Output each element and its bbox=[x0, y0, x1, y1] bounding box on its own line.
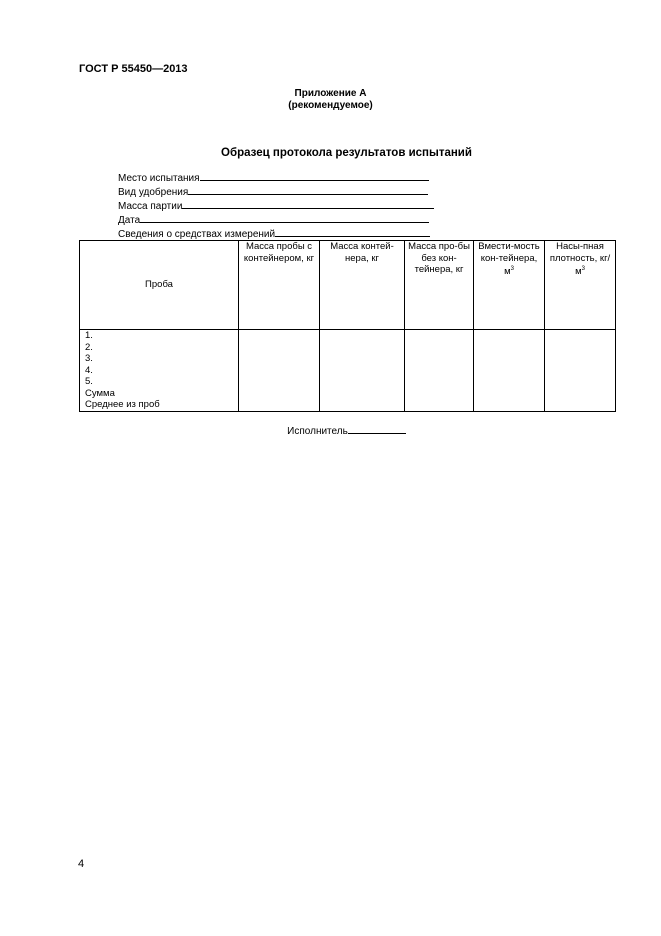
sample-list-cell[interactable] bbox=[80, 330, 239, 412]
fill-line[interactable] bbox=[200, 171, 429, 181]
column-header-sample: Проба bbox=[80, 241, 239, 330]
table-cell[interactable] bbox=[320, 330, 405, 412]
fill-line[interactable] bbox=[182, 199, 434, 209]
field-test-location: Место испытания bbox=[118, 171, 434, 185]
table-cell[interactable] bbox=[405, 330, 474, 412]
table-cell[interactable] bbox=[545, 330, 616, 412]
list-item: 2. bbox=[85, 341, 93, 353]
fill-line[interactable] bbox=[140, 213, 429, 223]
field-measuring-instruments: Сведения о средствах измерений bbox=[118, 227, 434, 241]
list-item: 5. bbox=[85, 376, 93, 387]
table-header-row bbox=[80, 241, 616, 330]
executor-signature: Исполнитель bbox=[0, 424, 661, 437]
field-date: Дата bbox=[118, 213, 434, 227]
table-cell[interactable] bbox=[474, 330, 545, 412]
sum-row-label: Сумма bbox=[85, 387, 115, 399]
table-cell[interactable] bbox=[239, 330, 320, 412]
protocol-fields bbox=[118, 171, 434, 241]
column-header-container-capacity: Вмести-мость кон-тейнера, $м^3$ bbox=[474, 241, 545, 330]
column-header-bulk-density: Насы-пная плотность, $кг/м^3$ bbox=[545, 241, 616, 330]
protocol-table bbox=[79, 240, 616, 412]
list-item: 1. bbox=[85, 330, 93, 341]
table-body-row bbox=[80, 330, 616, 412]
average-row-label: Среднее из проб bbox=[85, 399, 160, 410]
column-header-mass-with-container: Масса пробы с контейнером, кг bbox=[239, 241, 320, 330]
field-fertilizer-type: Вид удобрения bbox=[118, 185, 434, 199]
column-header-container-mass: Масса контей-нера, кг bbox=[320, 241, 405, 330]
signature-line[interactable] bbox=[348, 424, 406, 434]
appendix-subtitle: (рекомендуемое) bbox=[288, 100, 373, 111]
form-title: Образец протокола результатов испытаний bbox=[221, 147, 472, 159]
field-batch-mass: Масса партии bbox=[118, 199, 434, 213]
list-item: 3. bbox=[85, 353, 93, 364]
appendix-title: Приложение А bbox=[294, 88, 367, 99]
page-number: 4 bbox=[78, 858, 85, 870]
document-header: ГОСТ Р 55450—2013 bbox=[79, 63, 188, 75]
fill-line[interactable] bbox=[275, 227, 430, 237]
list-item: 4. bbox=[85, 364, 93, 376]
column-header-mass-without-container: Масса про-бы без кон-тейнера, кг bbox=[405, 241, 474, 330]
fill-line[interactable] bbox=[188, 185, 428, 195]
